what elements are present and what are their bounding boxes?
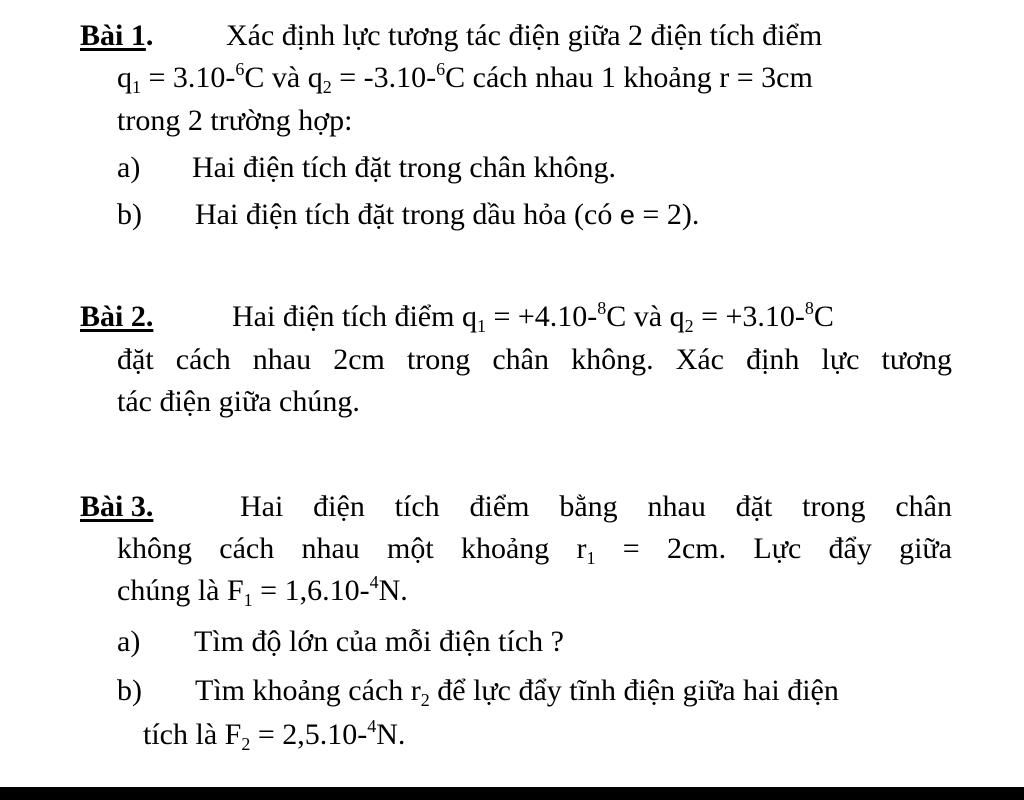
problem-1-title-dot: . bbox=[145, 19, 154, 52]
problem-3-title: Bài 3. bbox=[80, 490, 154, 523]
q2-symbol: q bbox=[307, 61, 323, 94]
q1-exponent: 6 bbox=[235, 59, 245, 79]
q1-unit: C và bbox=[244, 61, 308, 94]
q2-exponent: 6 bbox=[436, 59, 446, 79]
problem-3-intro: Hai điện tích điểm bằng nhau đặt trong chân bbox=[240, 490, 952, 523]
problem-2-line-2: đặt cách nhau 2cm trong chân không. Xác định lực tương bbox=[117, 343, 952, 376]
part-a-text: Tìm độ lớn của mỗi điện tích ? bbox=[194, 625, 564, 658]
problem-1-conditions: trong 2 trường hợp: bbox=[117, 104, 353, 137]
problem-2-line-3: tác điện giữa chúng. bbox=[117, 385, 360, 418]
part-b-label: b) bbox=[117, 198, 142, 231]
part-a-label: a) bbox=[117, 625, 141, 658]
problem-1-line-2 bbox=[117, 60, 813, 96]
q2-unit: C cách nhau 1 khoảng r = 3cm bbox=[445, 61, 813, 94]
problem-3-line-3: chúng là $F_1 = 1,6.10-^4N$. bbox=[117, 572, 408, 610]
q2-subscript: 2 bbox=[322, 77, 332, 97]
q1-symbol: q bbox=[117, 61, 132, 94]
part-a-text: Hai điện tích đặt trong chân không. bbox=[192, 151, 617, 184]
problem-1-part-b bbox=[117, 197, 700, 233]
problem-3-part-a bbox=[117, 624, 564, 660]
problem-1-line-1 bbox=[80, 18, 952, 54]
problem-2-title: Bài 2. bbox=[80, 300, 154, 333]
problem-3-line-1 bbox=[80, 489, 952, 525]
part-b-label: b) bbox=[117, 674, 142, 707]
problem-1-title: Bài 1 bbox=[80, 19, 146, 52]
problem-1-line-3 bbox=[117, 103, 352, 139]
q1-value: = 3.10- bbox=[141, 61, 236, 94]
problem-3-part-b-line-2: tích là $F_2 = 2,5.10-^4N$. bbox=[143, 716, 406, 754]
part-b-text: Hai điện tích đặt trong dầu hỏa (có e = 2). bbox=[195, 198, 700, 231]
epsilon-symbol: e bbox=[619, 200, 635, 230]
q2-value: = -3.10- bbox=[331, 61, 437, 94]
q1-subscript: 1 bbox=[132, 77, 141, 97]
problem-1-part-a bbox=[117, 150, 617, 186]
bottom-edge-bar bbox=[0, 787, 1024, 800]
problem-2-line-1 bbox=[80, 299, 952, 335]
part-a-label: a) bbox=[117, 151, 141, 184]
part-b-text: Tìm khoảng cách $r_2$ để lực đẩy tĩnh điện giữa hai điện bbox=[195, 674, 839, 710]
problem-3-line-2: không cách nhau một khoảng $r_1 = 2cm$. Lực đẩy giữa bbox=[117, 532, 952, 568]
problem-2-charges: Hai điện tích điểm $q_1 = +4.10-^8C$ và $q_2 = +3.10-^8C$ bbox=[232, 298, 834, 336]
problem-1-intro: Xác định lực tương tác điện giữa 2 điện tích điểm bbox=[226, 19, 823, 52]
problem-3-part-b bbox=[117, 673, 952, 709]
